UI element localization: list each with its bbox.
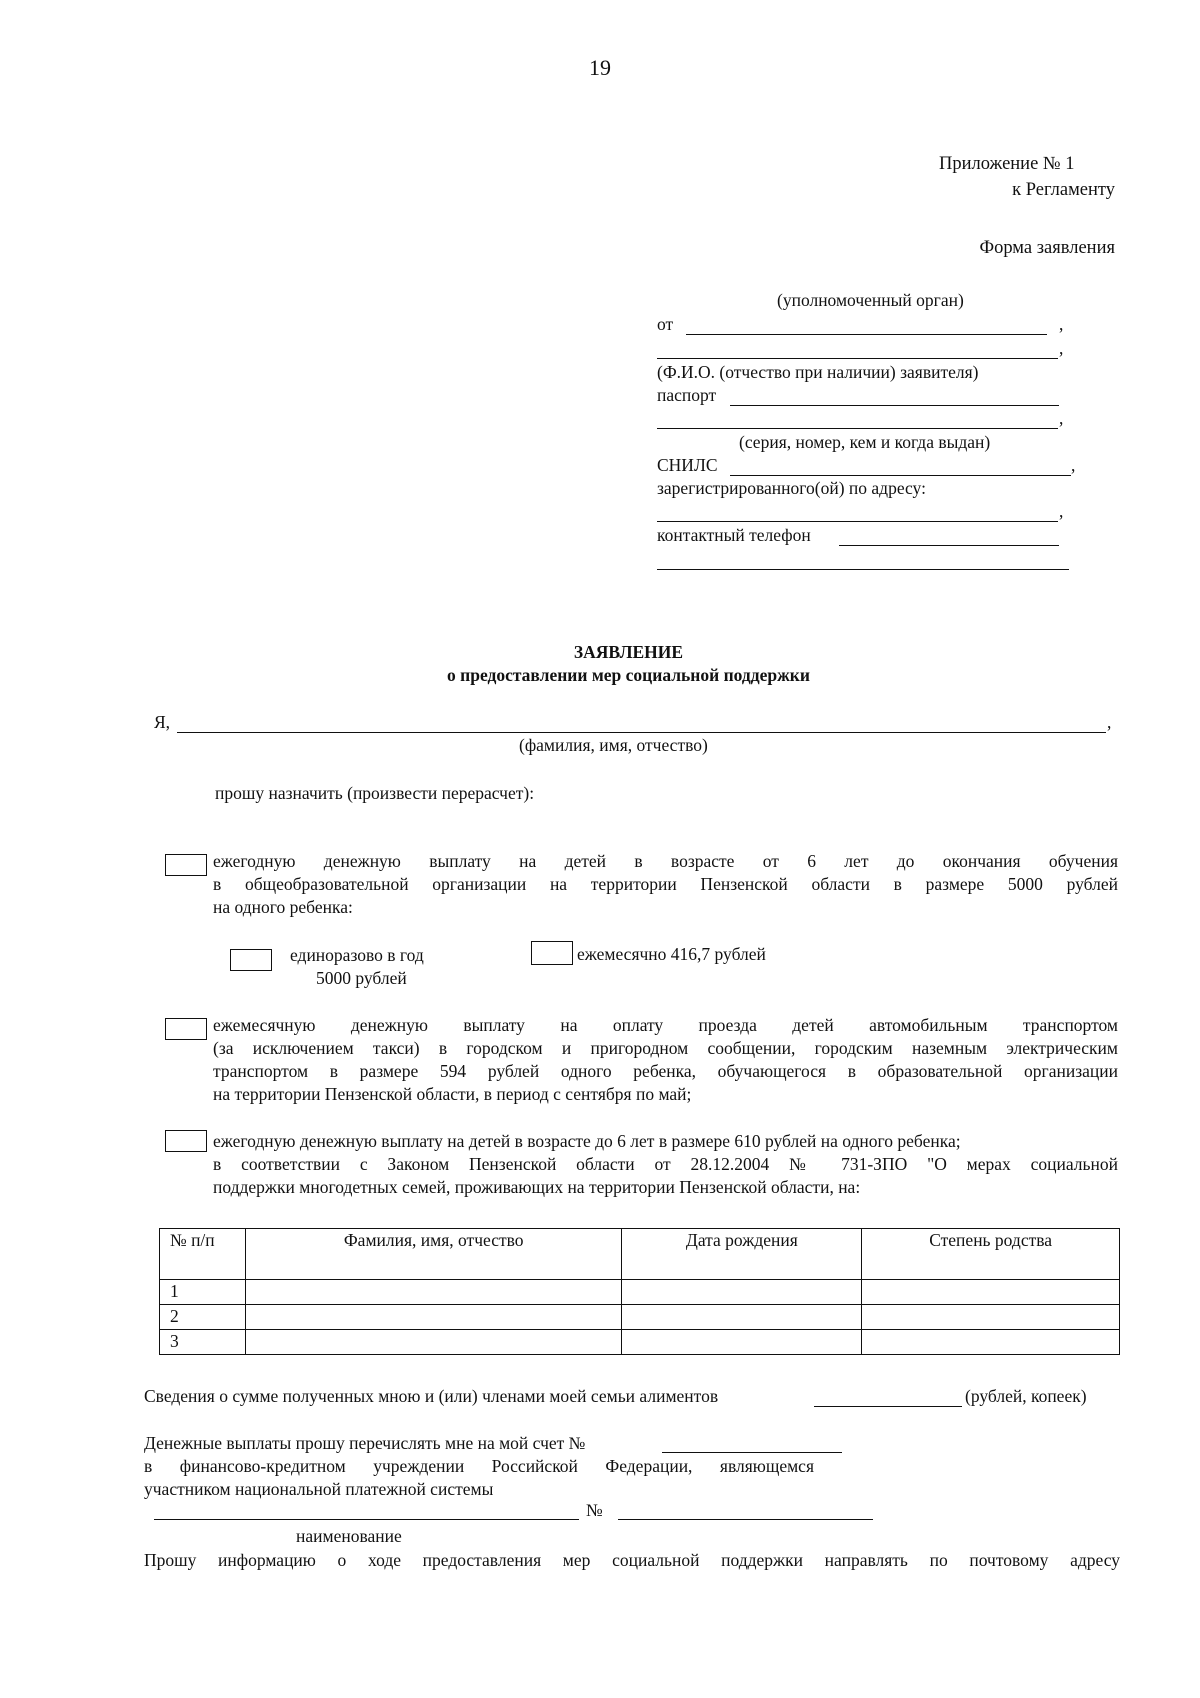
form-title: Форма заявления [979,238,1115,258]
option-2-text [213,1014,1118,1106]
option-1-line: ежегодную денежную выплату на детей в возрасте от 6 лет до окончания обучения [213,851,1118,871]
column-header: Дата рождения [622,1229,862,1280]
ya-label: Я, [154,712,171,732]
option-3-line: в соответствии с Законом Пензенской области от 28.12.2004 № 731-ЗПО "О мерах социальной [213,1154,1118,1174]
comma: , [1107,712,1112,732]
option-3-line: ежегодную денежную выплату на детей в возрасте до 6 лет в размере 610 рублей на одного ребенка; [213,1131,961,1151]
table-cell[interactable] [622,1330,862,1355]
table-cell[interactable] [862,1280,1120,1305]
bank-name-caption: наименование [296,1526,402,1546]
phone-field-2[interactable] [657,569,1069,570]
option-3-checkbox[interactable] [165,1130,207,1152]
authority-caption: (уполномоченный орган) [777,290,964,310]
comma: , [1059,314,1064,334]
address-field[interactable] [657,521,1058,522]
applicant-fio-caption: (фамилия, имя, отчество) [519,735,708,755]
table-cell[interactable] [245,1330,622,1355]
column-header: Степень родства [862,1229,1120,1280]
option-1-once-amount: 5000 рублей [316,968,407,988]
option-2-line: на территории Пензенской области, в период с сентября по май; [213,1084,692,1104]
statement-subtitle: о предоставлении мер социальной поддержки [447,665,810,685]
table-row [160,1280,1120,1305]
from-label: от [657,314,674,334]
applicant-fio-field[interactable] [177,732,1106,733]
snils-label: СНИЛС [657,455,718,475]
phone-field[interactable] [839,545,1059,546]
table-header-row [160,1229,1120,1280]
passport-caption: (серия, номер, кем и когда выдан) [739,432,991,452]
regulation-label: к Регламенту [1012,180,1115,200]
option-2-checkbox[interactable] [165,1018,207,1040]
request-text: прошу назначить (произвести перерасчет): [215,783,535,803]
table-cell[interactable] [622,1305,862,1330]
option-1-checkbox[interactable] [165,854,207,876]
account-line-3: участником национальной платежной системы [144,1479,494,1499]
option-3-line: поддержки многодетных семей, проживающих на территории Пензенской области, на: [213,1177,861,1197]
option-1-line: на одного ребенка: [213,897,353,917]
comma: , [1059,408,1064,428]
table-cell[interactable] [862,1330,1120,1355]
comma: , [1071,455,1076,475]
bank-name-field[interactable] [154,1519,579,1520]
registered-label: зарегистрированного(ой) по адресу: [657,478,926,498]
comma: , [1059,501,1064,521]
passport-field-2[interactable] [657,428,1058,429]
table-row [160,1305,1120,1330]
account-line-1: Денежные выплаты прошу перечислять мне на мой счет № [144,1433,586,1453]
from-field[interactable] [686,334,1047,335]
row-number: 3 [160,1330,246,1355]
option-3-text [213,1130,1118,1199]
option-2-line: (за исключением такси) в городском и пригородном сообщении, городским наземным электрическим [213,1038,1118,1058]
phone-label: контактный телефон [657,525,811,545]
option-1-once-label: единоразово в год [290,945,424,965]
snils-field[interactable] [730,475,1071,476]
passport-field[interactable] [730,405,1059,406]
account-number-field[interactable] [662,1452,842,1453]
number-sign: № [586,1500,603,1520]
row-number: 1 [160,1280,246,1305]
applicant-name-field[interactable] [657,358,1058,359]
account-line-2: в финансово-кредитном учреждении Российской Федерации, являющемся [144,1456,814,1476]
statement-title: ЗАЯВЛЕНИЕ [573,642,684,662]
table-cell[interactable] [862,1305,1120,1330]
alimony-field[interactable] [814,1406,962,1407]
appendix-label: Приложение № 1 [939,154,1075,174]
option-1-monthly-checkbox[interactable] [531,941,573,965]
table-cell[interactable] [245,1280,622,1305]
row-number: 2 [160,1305,246,1330]
option-2-line: транспортом в размере 594 рублей одного ребенка, обучающегося в образовательной организации [213,1061,1118,1081]
comma: , [1059,338,1064,358]
table-cell[interactable] [245,1305,622,1330]
passport-label: паспорт [657,385,717,405]
alimony-unit: (рублей, копеек) [965,1386,1087,1406]
children-table [159,1228,1120,1355]
alimony-text: Сведения о сумме полученных мною и (или) членами моей семьи алиментов [144,1386,719,1406]
option-2-line: ежемесячную денежную выплату на оплату проезда детей автомобильным транспортом [213,1015,1118,1035]
info-line: Прошу информацию о ходе предоставления мер социальной поддержки направлять по почтовому адресу [144,1550,1120,1570]
option-1-once-checkbox[interactable] [230,949,272,971]
option-1-text [213,850,1118,919]
page-number: 19 [589,55,611,80]
table-row [160,1330,1120,1355]
column-header: № п/п [160,1229,246,1280]
option-1-monthly-label: ежемесячно 416,7 рублей [577,944,766,964]
table-cell[interactable] [622,1280,862,1305]
option-1-line: в общеобразовательной организации на территории Пензенской области в размере 5000 рублей [213,874,1118,894]
bank-number-field[interactable] [618,1519,873,1520]
column-header: Фамилия, имя, отчество [245,1229,622,1280]
fio-caption: (Ф.И.О. (отчество при наличии) заявителя) [657,362,979,382]
